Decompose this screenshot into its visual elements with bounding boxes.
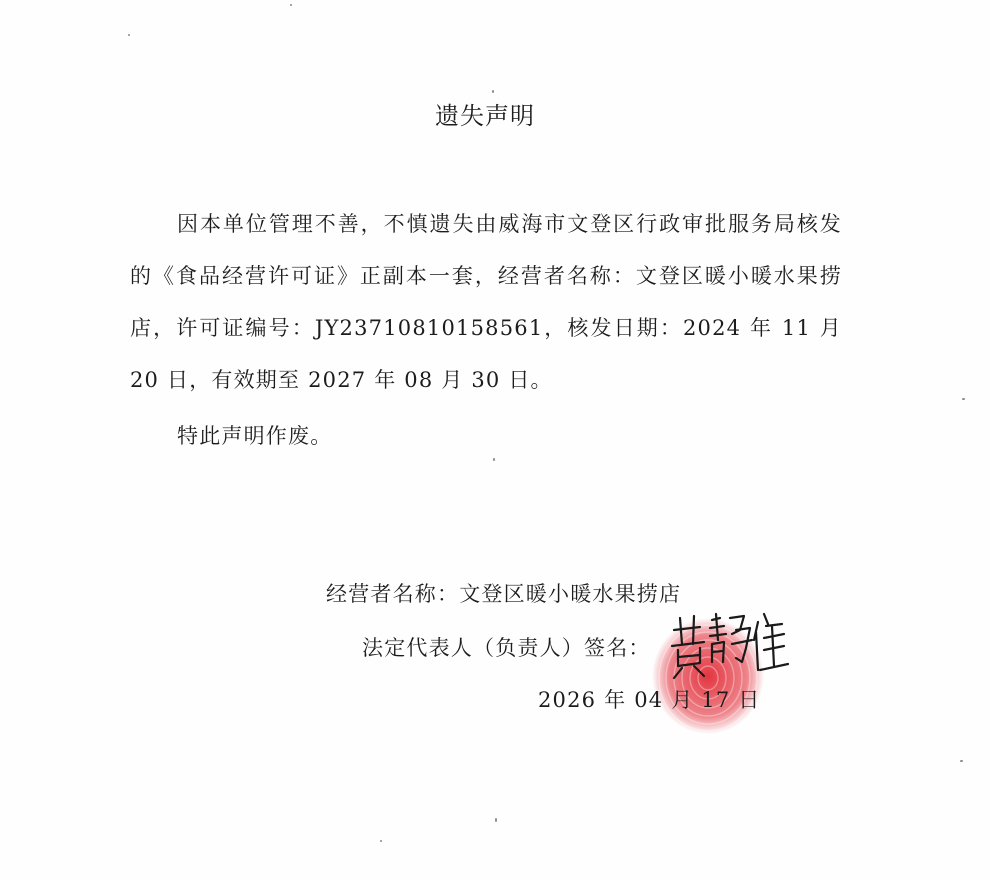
declaration-body: 因本单位管理不善，不慎遗失由威海市文登区行政审批服务局核发的《食品经营许可证》正副本一套，经营者名称：文登区暖小暖水果捞店，许可证编号：JY23710810158561，核发日期：2024 年 11 月 20 日，有效期至 2027 年 08 月 30 日。 xyxy=(130,212,842,392)
scan-speck xyxy=(128,34,130,36)
operator-name-line: 经营者名称：文登区暖小暖水果捞店 xyxy=(326,582,682,606)
legal-representative-line: 法定代表人（负责人）签名： xyxy=(362,636,651,660)
declaration-closing: 特此声明作废。 xyxy=(177,424,333,448)
scan-speck xyxy=(495,818,497,822)
document-title: 遗失声明 xyxy=(435,102,535,130)
scan-speck xyxy=(290,4,292,6)
scan-speck xyxy=(960,760,963,762)
scan-speck xyxy=(380,840,382,842)
scan-speck xyxy=(493,458,495,461)
scan-speck xyxy=(962,398,965,400)
declaration-date: 2026 年 04 月 17 日 xyxy=(538,688,761,712)
scan-speck xyxy=(492,90,494,93)
